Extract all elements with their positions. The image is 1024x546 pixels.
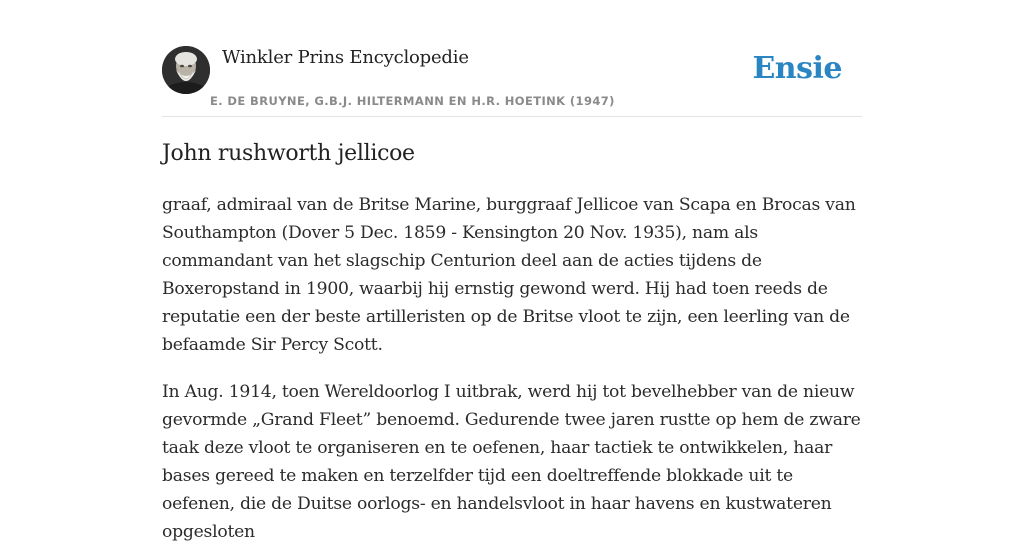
bearded-man-portrait-icon[interactable]: [162, 46, 210, 94]
article-title: John rushworth jellicoe: [162, 141, 415, 166]
brand-logo-link[interactable]: Ensie: [752, 51, 842, 86]
article-paragraph-2: In Aug. 1914, toen Wereldoorlog I uitbrak, werd hij tot bevelhebber van de nieuw gevormde „Grand Fleet” benoemd. Gedurende twee jaren rustte op hem de zware taak deze vloot te organiseren en te oefenen, haar tactiek te ontwikkelen, haar bases gereed te maken en terzelfder tijd een doeltreffende blokkade uit te oefenen, die de Duitse oorlogs- en handelsvloot in haar havens en kustwateren opgesloten: [162, 382, 861, 542]
authors-line: E. DE BRUYNE, G.B.J. HILTERMANN EN H.R. HOETINK (1947): [210, 94, 615, 108]
article: [162, 139, 862, 546]
article-paragraph-1: graaf, admiraal van de Britse Marine, burggraaf Jellicoe van Scapa en Brocas van Southampton (Dover 5 Dec. 1859 - Kensington 20 Nov. 1935), nam als commandant van het slagschip Centurion deel aan de acties tijdens de Boxeropstand in 1900, waarbij hij ernstig gewond werd. Hij had toen reeds de reputatie een der beste artilleristen op de Britse vloot te zijn, een leerling van de befaamde Sir Percy Scott.: [162, 195, 856, 355]
site-title[interactable]: Winkler Prins Encyclopedie: [222, 47, 469, 68]
site-header: [162, 46, 862, 117]
